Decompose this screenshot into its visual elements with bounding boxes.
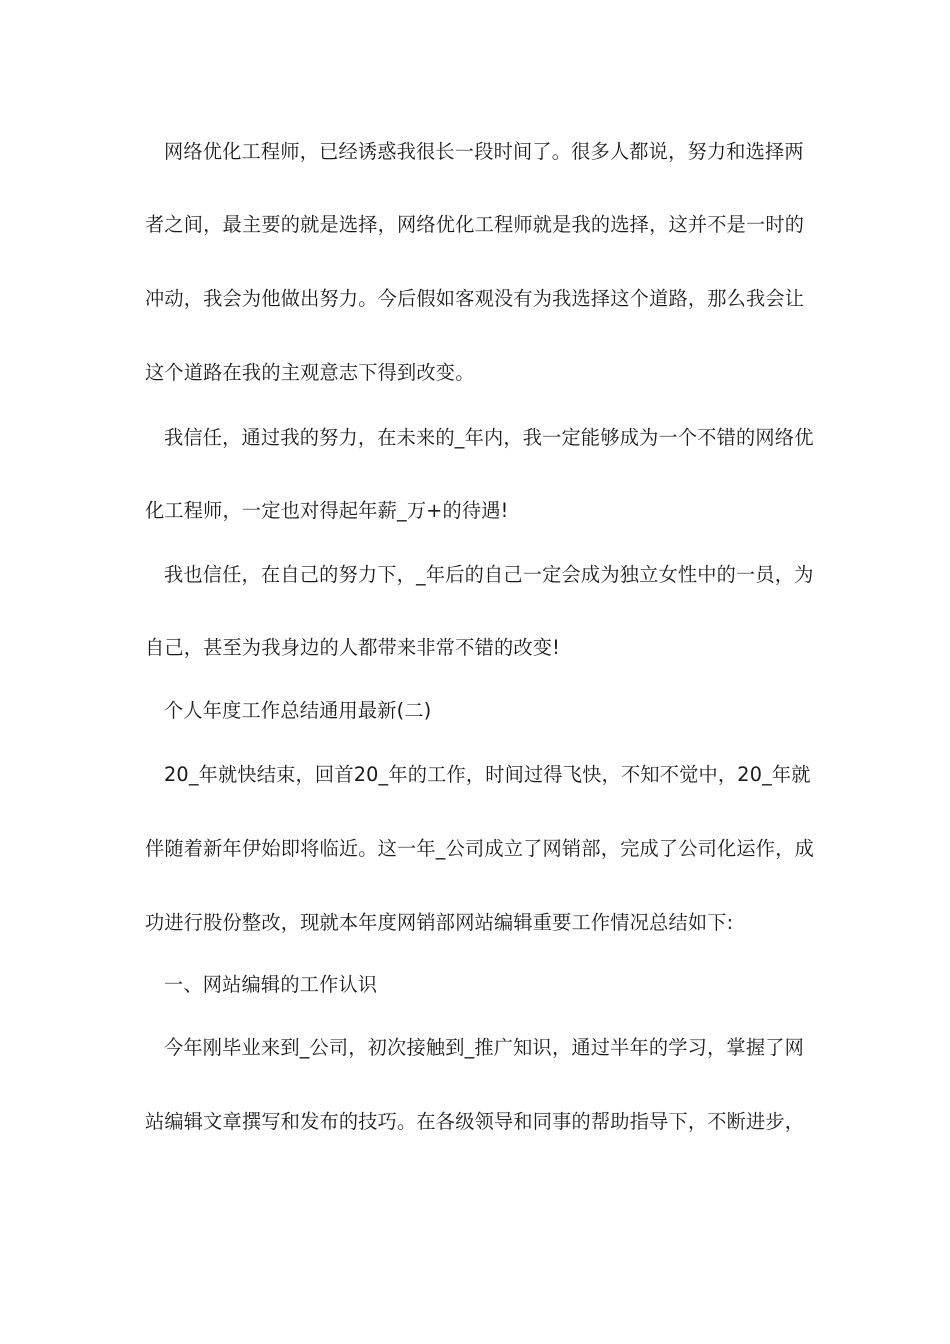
section-heading: 个人年度工作总结通用最新(二) [164,699,432,722]
paragraph-line: 今年刚毕业来到_公司，初次接触到_推广知识，通过半年的学习，掌握了网 [164,1036,804,1059]
paragraph-line: 冲动，我会为他做出努力。今后假如客观没有为我选择这个道路，那么我会让 [145,287,805,310]
paragraph-line: 化工程师，一定也对得起年薪_万+的待遇! [145,499,509,522]
paragraph-line: 我也信任，在自己的努力下，_年后的自己一定会成为独立女性中的一员，为 [164,563,814,586]
subsection-heading: 一、网站编辑的工作认识 [164,973,378,996]
paragraph-line: 20_年就快结束，回首20_年的工作，时间过得飞快，不知不觉中，20_年就 [164,763,811,786]
paragraph-line: 网络优化工程师，已经诱惑我很长一段时间了。很多人都说，努力和选择两 [164,140,804,163]
paragraph-line: 站编辑文章撰写和发布的技巧。在各级领导和同事的帮助指导下，不断进步， [145,1110,805,1133]
paragraph-line: 自己，甚至为我身边的人都带来非常不错的改变! [145,636,561,659]
paragraph-line: 这个道路在我的主观意志下得到改变。 [145,361,475,384]
paragraph-line: 者之间，最主要的就是选择，网络优化工程师就是我的选择，这并不是一时的 [145,213,805,236]
paragraph-line: 我信任，通过我的努力，在未来的_年内，我一定能够成为一个不错的网络优 [164,426,814,449]
paragraph-line: 伴随着新年伊始即将临近。这一年_公司成立了网销部，完成了公司化运作，成 [145,837,814,860]
paragraph-line: 功进行股份整改，现就本年度网销部网站编辑重要工作情况总结如下: [145,911,734,934]
